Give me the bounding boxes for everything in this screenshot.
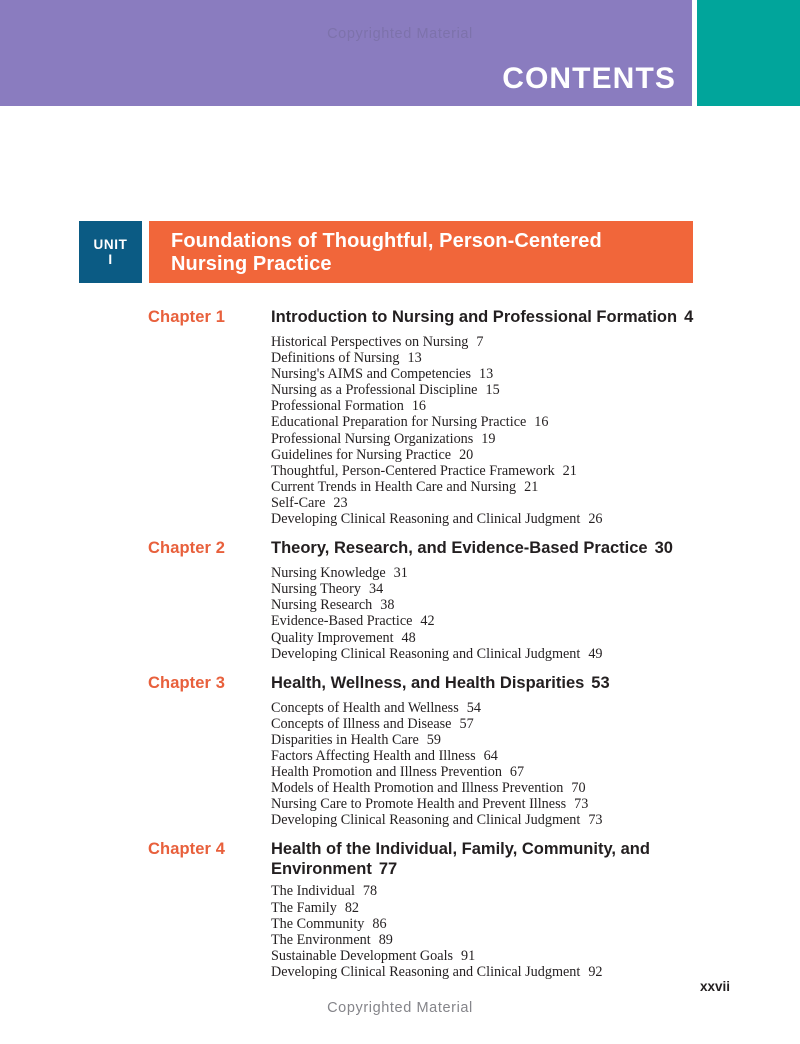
toc-entry-page-number: 21 <box>524 478 539 495</box>
toc-entry[interactable] <box>271 431 800 447</box>
toc-entry[interactable] <box>271 732 800 748</box>
chapter-title-text: Health, Wellness, and Health Disparities <box>271 673 585 692</box>
toc-entry[interactable] <box>271 495 800 511</box>
toc-entry-page-number: 34 <box>368 581 384 598</box>
toc-entry-title: Historical Perspectives on Nursing <box>271 334 469 350</box>
toc-entry[interactable] <box>271 463 800 479</box>
toc-entry-page-number: 42 <box>420 613 435 630</box>
toc-entry[interactable] <box>271 511 800 527</box>
toc-entry-page-number: 31 <box>393 565 408 582</box>
toc-entry-title: Thoughtful, Person-Centered Practice Framework <box>271 462 555 479</box>
toc-entry[interactable] <box>271 716 800 732</box>
toc-entry-title: Current Trends in Health Care and Nursing <box>271 478 517 495</box>
chapter-entry-list <box>271 565 800 662</box>
unit-banner <box>79 221 693 283</box>
chapter-heading[interactable] <box>0 308 800 330</box>
chapter-title-text: Health of the Individual, Family, Community, and Environment <box>271 840 650 878</box>
toc-entry-page-number: 13 <box>478 366 494 383</box>
toc-entry-page-number: 86 <box>372 915 387 932</box>
toc-entry-page-number: 7 <box>476 334 484 350</box>
chapter-block <box>0 539 800 662</box>
toc-entry-page-number: 67 <box>509 764 525 781</box>
chapter-title-text: Theory, Research, and Evidence-Based Practice <box>271 539 648 558</box>
chapter-page-number: 4 <box>684 308 694 326</box>
toc-entry-page-number: 15 <box>485 382 500 399</box>
toc-entry[interactable] <box>271 883 800 899</box>
toc-entry-title: Self-Care <box>271 494 326 511</box>
toc-entry-title: Concepts of Illness and Disease <box>271 715 452 732</box>
chapter-entry-list <box>271 334 800 527</box>
toc-entry[interactable] <box>271 700 800 716</box>
toc-entry-page-number: 16 <box>534 414 549 431</box>
toc-entry-page-number: 16 <box>411 398 426 415</box>
chapter-label[interactable]: Chapter 1 <box>148 308 226 326</box>
chapter-page-number: 30 <box>654 539 673 558</box>
chapter-block <box>0 840 800 980</box>
toc-entry-title: The Family <box>271 899 337 916</box>
toc-entry-title: Professional Formation <box>271 398 404 415</box>
toc-entry-title: Nursing Research <box>271 597 373 614</box>
unit-title: Foundations of Thoughtful, Person-Centered Nursing Practice <box>149 221 693 283</box>
toc-entry-title: The Community <box>271 915 365 932</box>
toc-entry-page-number: 19 <box>481 430 496 447</box>
toc-entry-page-number: 48 <box>401 629 416 646</box>
chapter-entry-list <box>271 883 800 980</box>
chapter-page-number: 53 <box>591 673 610 692</box>
unit-badge-label: UNIT <box>93 237 128 252</box>
toc-entry-title: Nursing Theory <box>271 581 361 598</box>
toc-entry-title: Sustainable Development Goals <box>271 947 454 964</box>
header-teal-block <box>697 0 800 106</box>
toc-entry-title: Definitions of Nursing <box>271 350 400 367</box>
toc-entry-page-number: 38 <box>380 597 395 614</box>
chapter-title-text: Introduction to Nursing and Professional Formation <box>271 308 678 326</box>
toc-entry-page-number: 13 <box>407 350 422 367</box>
toc-entry-page-number: 73 <box>574 796 589 813</box>
toc-entry[interactable] <box>271 764 800 780</box>
chapter-heading[interactable] <box>0 674 800 696</box>
chapter-title[interactable] <box>271 539 700 559</box>
toc-entry-page-number: 23 <box>333 494 348 511</box>
toc-entry-title: Health Promotion and Illness Prevention <box>271 764 502 781</box>
toc-entry-page-number: 54 <box>466 699 481 716</box>
top-watermark: Copyrighted Material <box>327 26 473 42</box>
toc-entry-page-number: 92 <box>588 963 603 980</box>
toc-entry[interactable] <box>271 414 800 430</box>
chapter-block <box>0 674 800 829</box>
toc-entry[interactable] <box>271 479 800 495</box>
bottom-watermark: Copyrighted Material <box>327 1000 473 1016</box>
toc-entry-title: Models of Health Promotion and Illness Prevention <box>271 780 564 797</box>
toc-entry-title: Developing Clinical Reasoning and Clinical Judgment <box>271 511 581 528</box>
toc-entry-page-number: 21 <box>562 462 577 479</box>
toc-entry[interactable] <box>271 900 800 916</box>
toc-entry-page-number: 70 <box>571 780 586 797</box>
toc-entry-page-number: 64 <box>483 747 498 764</box>
toc-entry[interactable] <box>271 932 800 948</box>
toc-entry-page-number: 59 <box>426 731 441 748</box>
toc-entry-page-number: 73 <box>588 812 603 829</box>
toc-entry-title: Developing Clinical Reasoning and Clinical Judgment <box>271 645 581 662</box>
toc-entry[interactable] <box>271 597 800 613</box>
toc-entry[interactable] <box>271 382 800 398</box>
chapter-title[interactable] <box>271 840 700 879</box>
unit-badge-number: I <box>108 252 113 267</box>
toc-entry[interactable] <box>271 581 800 597</box>
chapter-heading[interactable] <box>0 539 800 561</box>
toc-entry-title: Guidelines for Nursing Practice <box>271 446 452 463</box>
chapter-page-number: 77 <box>378 859 398 878</box>
toc-entry-title: Factors Affecting Health and Illness <box>271 747 476 764</box>
chapter-label[interactable]: Chapter 3 <box>148 673 226 692</box>
toc-entry-title: Educational Preparation for Nursing Practice <box>271 414 527 431</box>
toc-entry-title: Concepts of Health and Wellness <box>271 699 459 716</box>
page-title: CONTENTS <box>502 62 676 95</box>
toc-entry-page-number: 57 <box>459 715 474 732</box>
toc-entry[interactable] <box>271 398 800 414</box>
toc-entry-title: Developing Clinical Reasoning and Clinical Judgment <box>271 963 581 980</box>
chapter-title[interactable] <box>271 674 700 694</box>
chapter-block <box>0 308 800 527</box>
table-of-contents <box>0 308 800 992</box>
toc-entry-page-number: 26 <box>588 511 603 528</box>
toc-entry-title: Quality Improvement <box>271 629 394 646</box>
chapter-label[interactable]: Chapter 2 <box>148 539 226 558</box>
toc-entry[interactable] <box>271 613 800 629</box>
toc-entry[interactable] <box>271 916 800 932</box>
toc-entry[interactable] <box>271 646 800 662</box>
toc-entry-title: Evidence-Based Practice <box>271 613 413 630</box>
chapter-entry-list <box>271 700 800 829</box>
toc-entry-title: Disparities in Health Care <box>271 731 419 748</box>
toc-entry[interactable] <box>271 630 800 646</box>
toc-entry-title: Nursing as a Professional Discipline <box>271 382 478 399</box>
toc-entry-title: Nursing Knowledge <box>271 565 386 582</box>
toc-entry-page-number: 78 <box>362 883 378 900</box>
toc-entry-title: Nursing's AIMS and Competencies <box>271 366 471 383</box>
toc-entry-title: Developing Clinical Reasoning and Clinical Judgment <box>271 812 581 829</box>
toc-entry[interactable] <box>271 334 800 350</box>
page-header <box>0 0 800 106</box>
page-number: xxvii <box>699 979 730 994</box>
unit-badge <box>79 221 142 283</box>
toc-entry[interactable] <box>271 748 800 764</box>
toc-entry-page-number: 89 <box>378 931 393 948</box>
toc-entry[interactable] <box>271 964 800 980</box>
toc-entry[interactable] <box>271 948 800 964</box>
toc-entry-title: Nursing Care to Promote Health and Prevent Illness <box>271 796 567 813</box>
toc-entry[interactable] <box>271 780 800 796</box>
toc-entry[interactable] <box>271 350 800 366</box>
toc-entry-title: The Individual <box>271 883 355 900</box>
toc-entry[interactable] <box>271 796 800 812</box>
toc-entry-page-number: 20 <box>459 446 474 463</box>
chapter-label[interactable]: Chapter 4 <box>148 840 226 859</box>
toc-entry[interactable] <box>271 565 800 581</box>
toc-entry-page-number: 49 <box>588 645 603 662</box>
toc-entry[interactable] <box>271 366 800 382</box>
chapter-title[interactable] <box>271 308 700 328</box>
toc-entry[interactable] <box>271 447 800 463</box>
chapter-heading[interactable] <box>0 840 800 879</box>
toc-entry-title: Professional Nursing Organizations <box>271 430 474 447</box>
toc-entry-title: The Environment <box>271 931 371 948</box>
toc-entry-page-number: 91 <box>461 947 476 964</box>
toc-entry-page-number: 82 <box>344 899 359 916</box>
toc-entry[interactable] <box>271 812 800 828</box>
